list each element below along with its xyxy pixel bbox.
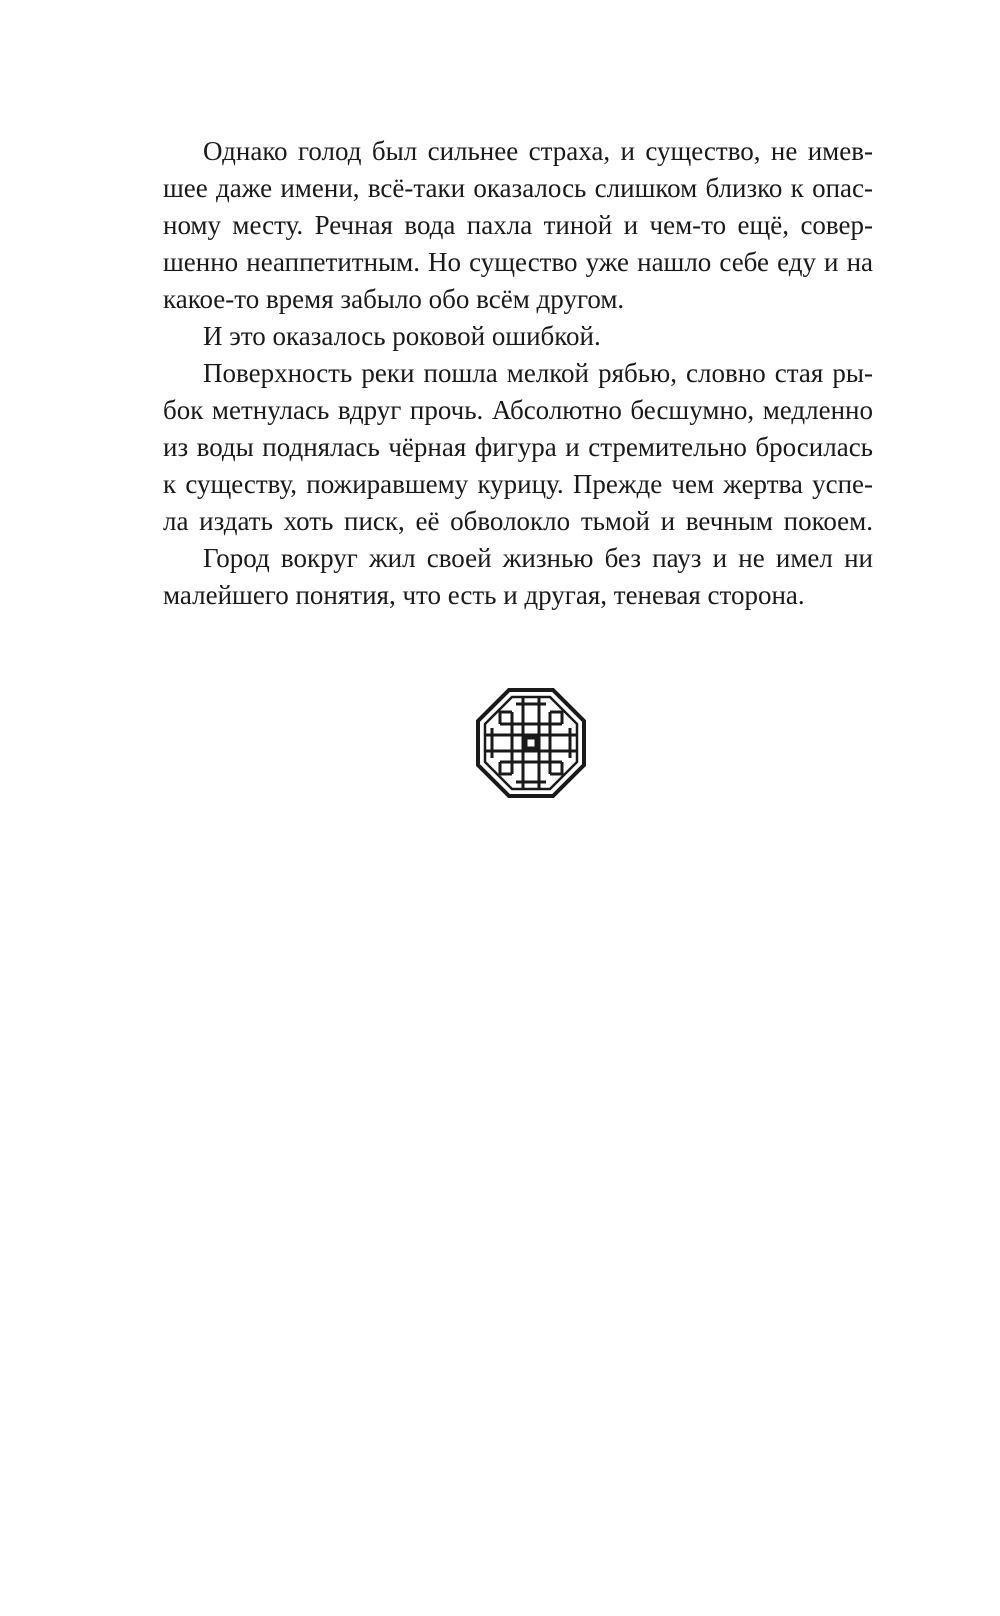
text-line: бок метнулась вдруг прочь. Абсолютно бесшумно, медленно [163, 395, 873, 425]
text-line: шее даже имени, всё-таки оказалось слишком близко к опас- [163, 173, 873, 203]
text-line: И это оказалось роковой ошибкой. [203, 321, 601, 351]
text-line: Поверхность реки пошла мелкой рябью, словно стая ры- [203, 358, 873, 388]
text-line: шенно неаппетитным. Но существо уже нашло себе еду и на [163, 247, 873, 277]
text-line: из воды поднялась чёрная фигура и стремительно бросилась [163, 432, 873, 462]
text-line: к существу, пожиравшему курицу. Прежде чем жертва успе- [163, 469, 873, 499]
text-line: ла издать хоть писк, её обволокло тьмой и вечным покоем. [163, 506, 873, 536]
text-line: Город вокруг жил своей жизнью без пауз и не имел ни [203, 543, 873, 573]
octagon-lattice-ornament-icon [476, 688, 586, 798]
body-text [163, 133, 873, 614]
text-line: малейшего понятия, что есть и другая, теневая сторона. [163, 580, 805, 610]
text-line: Однако голод был сильнее страха, и существо, не имев- [203, 136, 873, 166]
text-line: ному месту. Речная вода пахла тиной и чем-то ещё, совер- [163, 210, 873, 240]
text-line: какое-то время забыло обо всём другом. [163, 284, 625, 314]
